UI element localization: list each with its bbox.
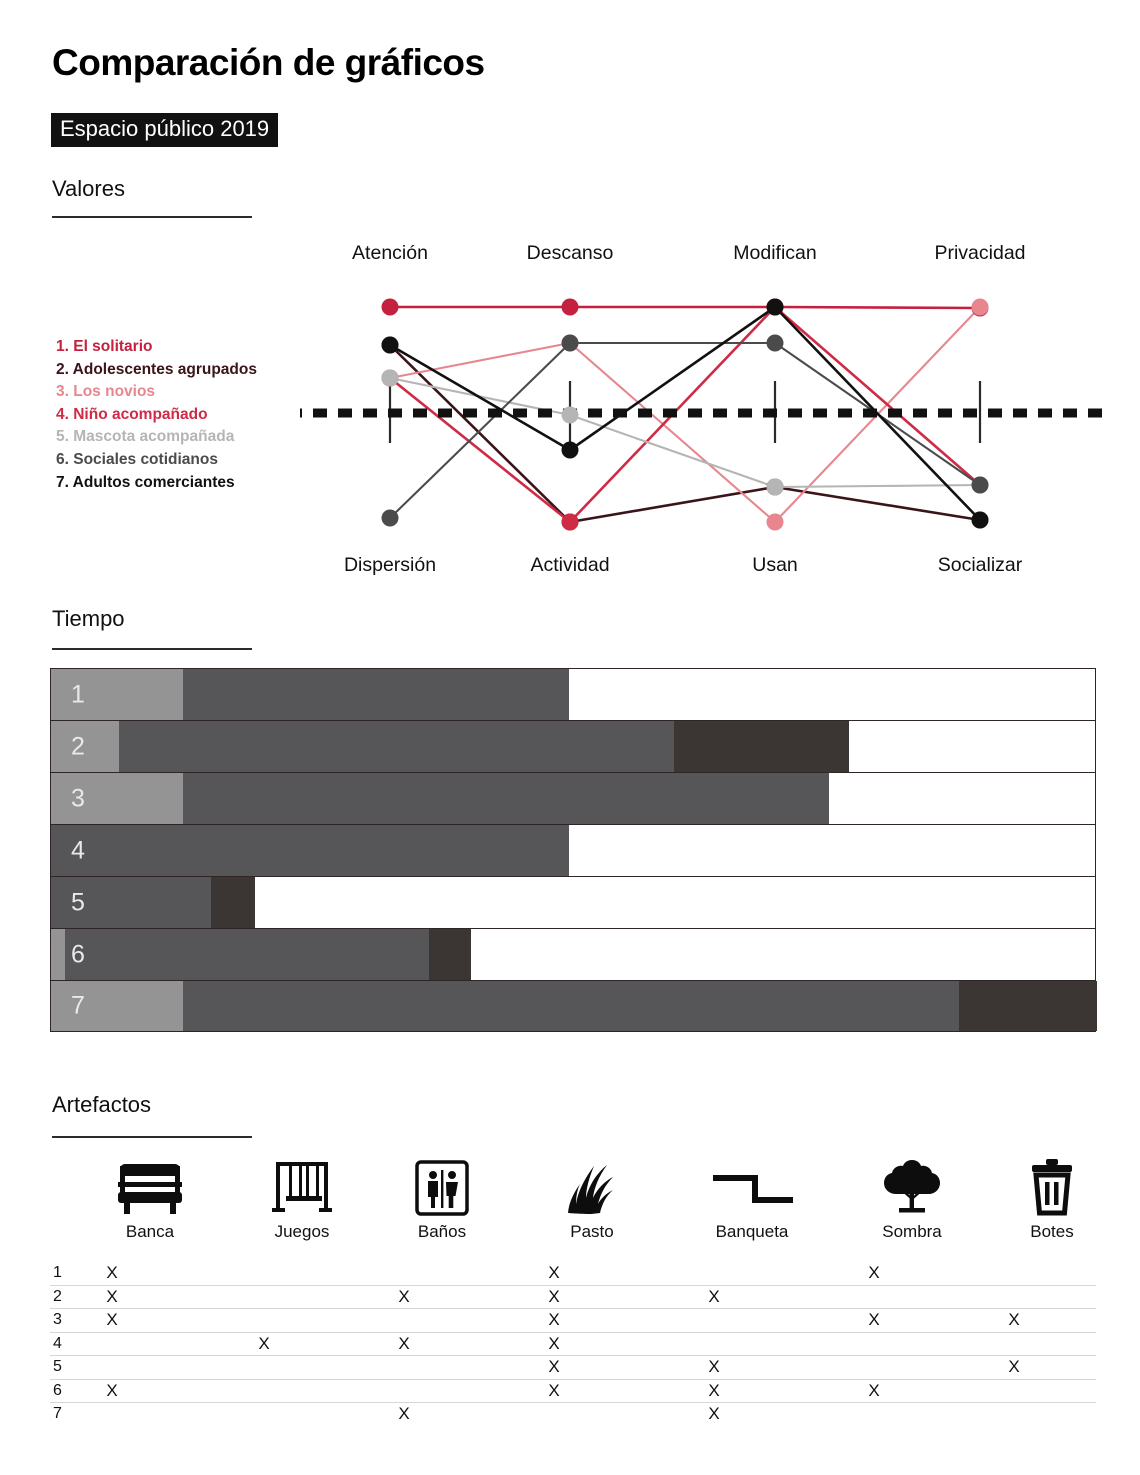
matrix-row-number: 5 [53,1358,62,1375]
artefacto-column-banqueta [692,1150,812,1242]
matrix-row-number: 1 [53,1264,62,1281]
tiempo-bar-row [50,928,1096,980]
artefacto-column-baños [382,1150,502,1242]
tree-icon [852,1150,972,1216]
section-rule-valores [52,216,252,218]
grass-icon [532,1150,652,1216]
axis-top-label-3: Modifican [733,242,817,264]
subtitle-badge: Espacio público 2019 [51,113,278,147]
tiempo-bar-chart [50,668,1096,1032]
table-row [50,1333,1096,1357]
matrix-row-number: 4 [53,1334,62,1352]
artefacto-column-sombra [852,1150,972,1242]
trashcan-icon [992,1150,1112,1216]
artefactos-icon-row [50,1150,1096,1258]
page-title: Comparación de gráficos [52,42,485,83]
matrix-mark-banqueta: X [708,1286,720,1306]
tiempo-bar-row [50,876,1096,928]
section-rule-artefactos [52,1136,252,1138]
matrix-mark-banca: X [106,1286,118,1306]
bar-segment-segmento-medio [183,981,959,1031]
matrix-mark-botes: X [1008,1357,1020,1376]
artefacto-label: Banqueta [715,1222,789,1241]
matrix-row-number: 6 [53,1381,62,1399]
bar-segment-segmento-claro [51,721,119,772]
matrix-mark-pasto: X [548,1380,560,1400]
bar-row-number: 4 [71,836,85,864]
matrix-mark-banca: X [106,1263,118,1282]
matrix-mark-baños: X [398,1333,410,1353]
table-row [50,1309,1096,1333]
matrix-mark-pasto: X [548,1263,560,1282]
artefacto-column-banca [90,1150,210,1242]
matrix-mark-juegos: X [258,1333,270,1353]
axis-top-label-4: Privacidad [934,242,1026,264]
legend-item-7: 7. Adultos comerciantes [56,473,235,491]
bar-segment-segmento-medio [183,773,829,824]
parallel-coordinates-svg [300,232,1120,592]
axis-top-label-2: Descanso [526,242,614,264]
matrix-mark-sombra: X [868,1263,880,1282]
table-row [50,1286,1096,1310]
matrix-mark-banqueta: X [708,1380,720,1400]
bar-row-number: 1 [71,680,85,708]
bar-segment-segmento-medio [119,721,674,772]
matrix-mark-sombra: X [868,1310,880,1329]
artefacto-label: Banca [125,1222,175,1241]
matrix-mark-baños: X [398,1286,410,1306]
artefacto-label: Juegos [274,1222,330,1241]
legend-item-6: 6. Sociales cotidianos [56,450,218,468]
bar-row-number: 6 [71,940,85,968]
artefacto-label: Baños [417,1222,467,1241]
bar-row-number: 5 [71,888,85,916]
artefacto-column-botes [992,1150,1112,1242]
axis-top-label-1: Atención [352,242,428,264]
matrix-row-number: 7 [53,1405,62,1422]
bar-row-number: 7 [71,991,85,1020]
legend-item-1: 1. El solitario [56,338,153,355]
parallel-coordinates-chart [300,232,1120,592]
bar-segment-segmento-oscuro [674,721,849,772]
restroom-icon [382,1150,502,1216]
axis-bottom-label-4: Socializar [937,554,1023,576]
table-row [50,1380,1096,1404]
bench-icon [90,1150,210,1216]
bar-row-number: 2 [71,732,85,760]
legend-item-5: 5. Mascota acompañada [56,428,235,446]
tiempo-bar-row [50,720,1096,772]
section-heading-valores: Valores [52,176,125,201]
matrix-mark-botes: X [1008,1310,1020,1329]
artefacto-label: Pasto [570,1222,614,1241]
matrix-mark-banqueta: X [708,1404,720,1423]
section-heading-artefactos: Artefactos [52,1092,152,1117]
swing-icon [242,1150,362,1216]
tiempo-bar-row [50,772,1096,824]
section-heading-tiempo: Tiempo [52,606,125,631]
bar-segment-segmento-oscuro [429,929,471,980]
matrix-mark-banca: X [106,1310,118,1329]
matrix-row-number: 2 [53,1287,62,1305]
axis-bottom-label-1: Dispersión [343,554,437,576]
artefacto-label: Sombra [882,1222,942,1241]
artefacto-label: Botes [1030,1222,1074,1241]
table-row [50,1403,1096,1426]
axis-bottom-label-3: Usan [752,554,798,576]
section-rule-tiempo [52,648,252,650]
table-row [50,1262,1096,1286]
matrix-mark-banqueta: X [708,1357,720,1376]
bar-segment-segmento-medio [65,929,429,980]
bar-row-number: 3 [71,784,85,812]
bar-segment-segmento-medio [183,669,569,720]
artefacto-column-juegos [242,1150,362,1242]
bar-segment-segmento-medio [51,825,569,876]
tiempo-bar-row [50,668,1096,720]
artefactos-matrix [50,1262,1096,1426]
sidewalk-icon [692,1150,812,1216]
matrix-mark-pasto: X [548,1333,560,1353]
matrix-mark-pasto: X [548,1286,560,1306]
table-row [50,1356,1096,1380]
bar-segment-segmento-claro [51,929,65,980]
matrix-mark-banca: X [106,1380,118,1400]
legend-item-2: 2. Adolescentes agrupados [56,360,257,378]
matrix-mark-pasto: X [548,1310,560,1329]
matrix-row-number: 3 [53,1311,62,1328]
legend-item-4: 4. Niño acompañado [56,405,208,423]
legend-item-3: 3. Los novios [56,383,156,401]
matrix-mark-baños: X [398,1404,410,1423]
artefacto-column-pasto [532,1150,652,1242]
bar-segment-segmento-oscuro [211,877,255,928]
matrix-mark-pasto: X [548,1357,560,1376]
tiempo-bar-row [50,824,1096,876]
tiempo-bar-row [50,980,1096,1032]
axis-bottom-label-2: Actividad [530,554,610,576]
bar-segment-segmento-oscuro [959,981,1097,1031]
matrix-mark-sombra: X [868,1380,880,1400]
